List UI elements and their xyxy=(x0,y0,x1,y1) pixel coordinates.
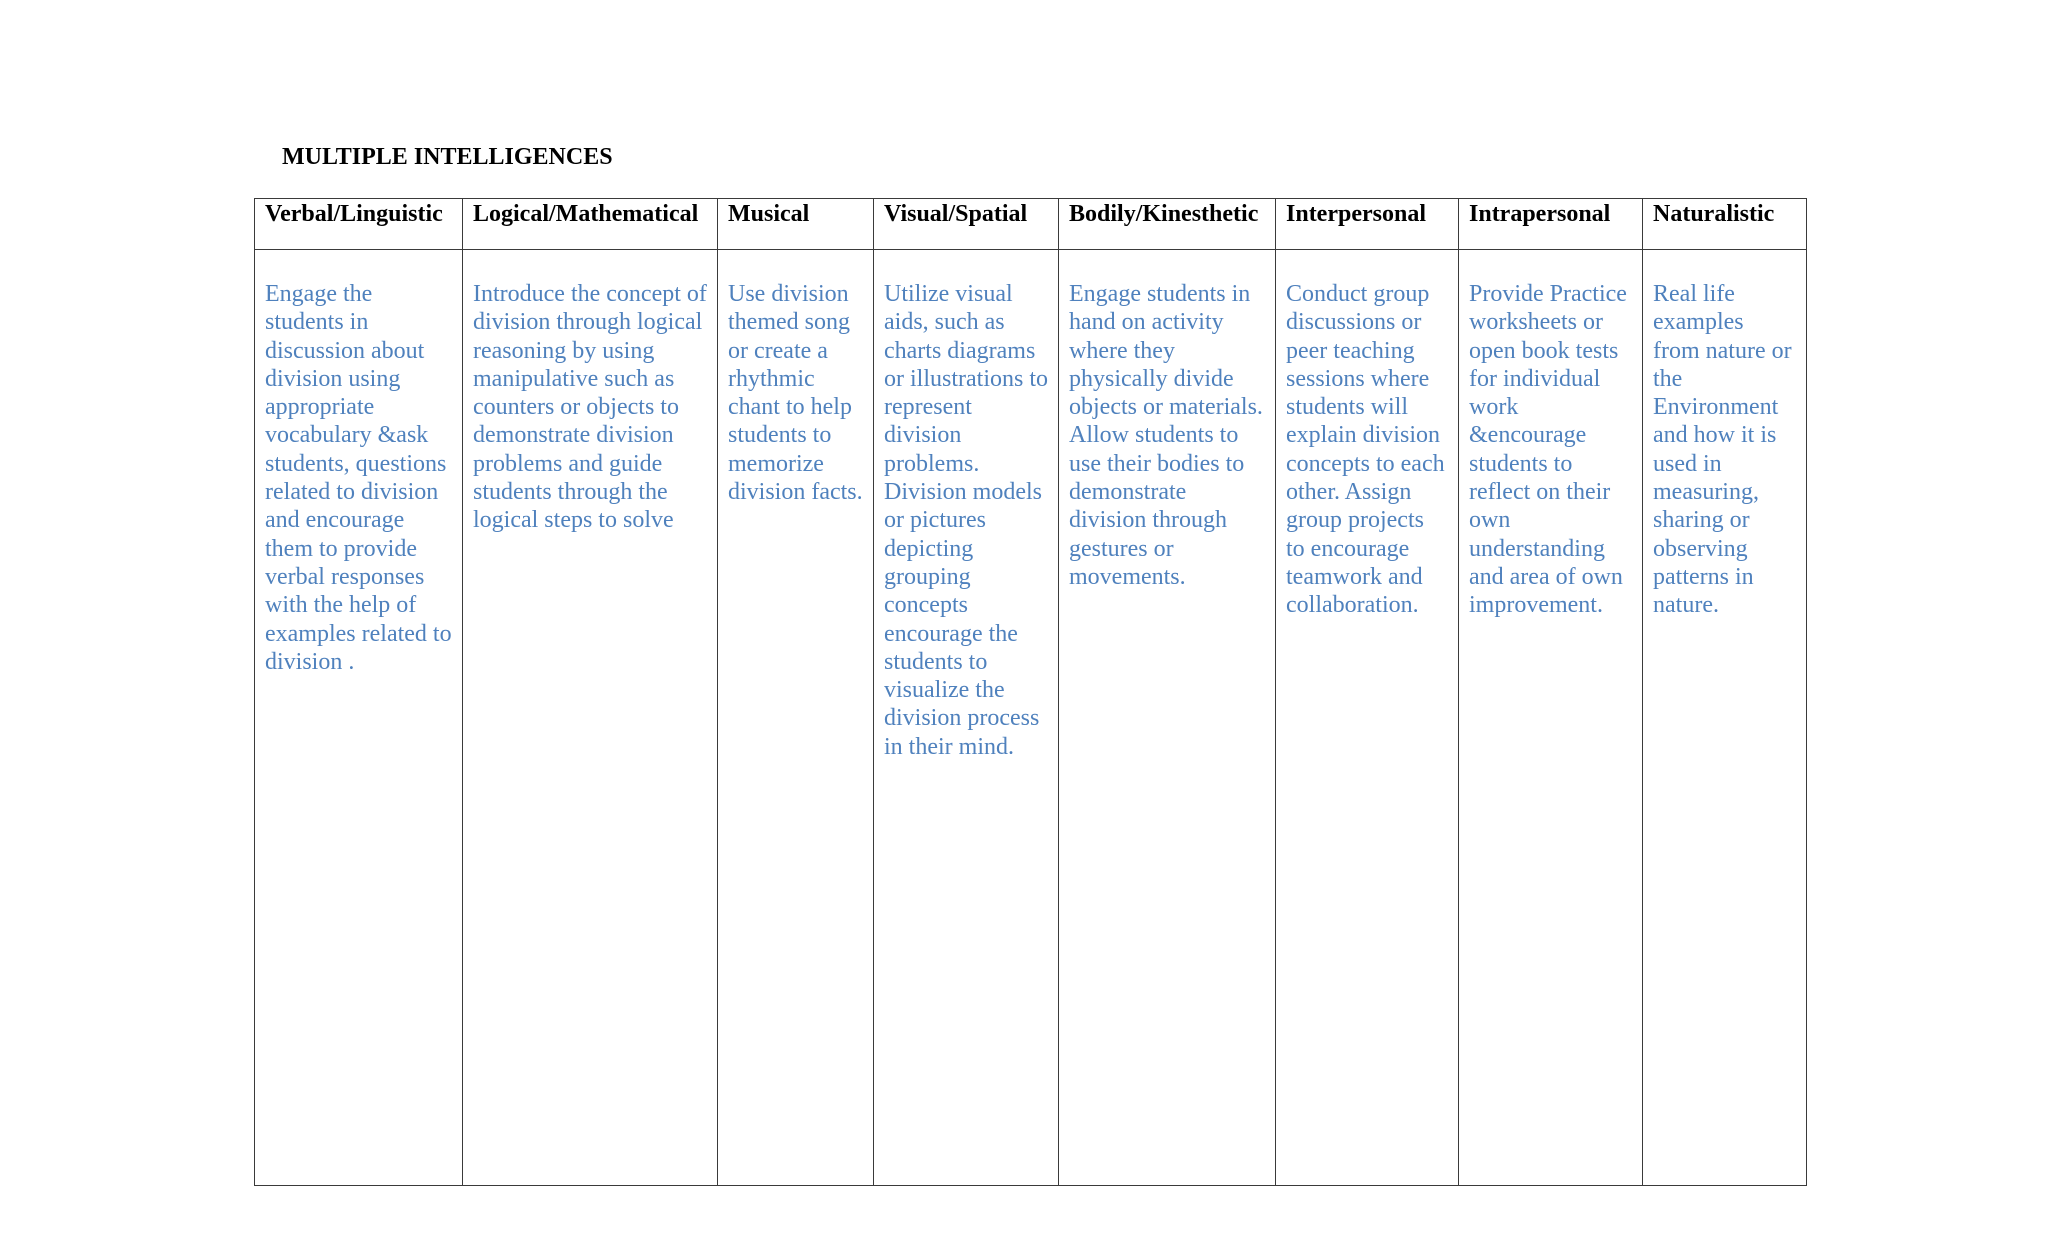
table-row xyxy=(255,250,1807,1186)
cell-musical: Use division themed song or create a rhythmic chant to help students to memorize division facts. xyxy=(718,250,874,1186)
header-logical-mathematical: Logical/Mathematical xyxy=(463,199,718,250)
cell-interpersonal: Conduct group discussions or peer teaching sessions where students will explain division concepts to each other. Assign group projects to encourage teamwork and collaboration. xyxy=(1276,250,1459,1186)
page-title: MULTIPLE INTELLIGENCES xyxy=(282,144,613,170)
cell-bodily-kinesthetic: Engage students in hand on activity where they physically divide objects or materials. Allow students to use their bodies to demonstrate division through gestures or movements. xyxy=(1059,250,1276,1186)
cell-logical-mathematical: Introduce the concept of division through logical reasoning by using manipulative such as counters or objects to demonstrate division problems and guide students through the logical steps to solve xyxy=(463,250,718,1186)
header-interpersonal: Interpersonal xyxy=(1276,199,1459,250)
cell-verbal-linguistic: Engage the students in discussion about division using appropriate vocabulary &ask students, questions related to division and encourage them to provide verbal responses with the help of examples related to division . xyxy=(255,250,463,1186)
cell-visual-spatial: Utilize visual aids, such as charts diagrams or illustrations to represent division problems. Division models or pictures depicting grouping concepts encourage the students to visualize the division process in their mind. xyxy=(874,250,1059,1186)
header-intrapersonal: Intrapersonal xyxy=(1459,199,1643,250)
cell-intrapersonal: Provide Practice worksheets or open book tests for individual work &encourage students to reflect on their own understanding and area of own improvement. xyxy=(1459,250,1643,1186)
cell-naturalistic: Real life examples from nature or the Environment and how it is used in measuring, sharing or observing patterns in nature. xyxy=(1643,250,1807,1186)
multiple-intelligences-table xyxy=(254,198,1807,1186)
header-visual-spatial: Visual/Spatial xyxy=(874,199,1059,250)
table-header-row xyxy=(255,199,1807,250)
header-musical: Musical xyxy=(718,199,874,250)
header-naturalistic: Naturalistic xyxy=(1643,199,1807,250)
header-verbal-linguistic: Verbal/Linguistic xyxy=(255,199,463,250)
header-bodily-kinesthetic: Bodily/Kinesthetic xyxy=(1059,199,1276,250)
